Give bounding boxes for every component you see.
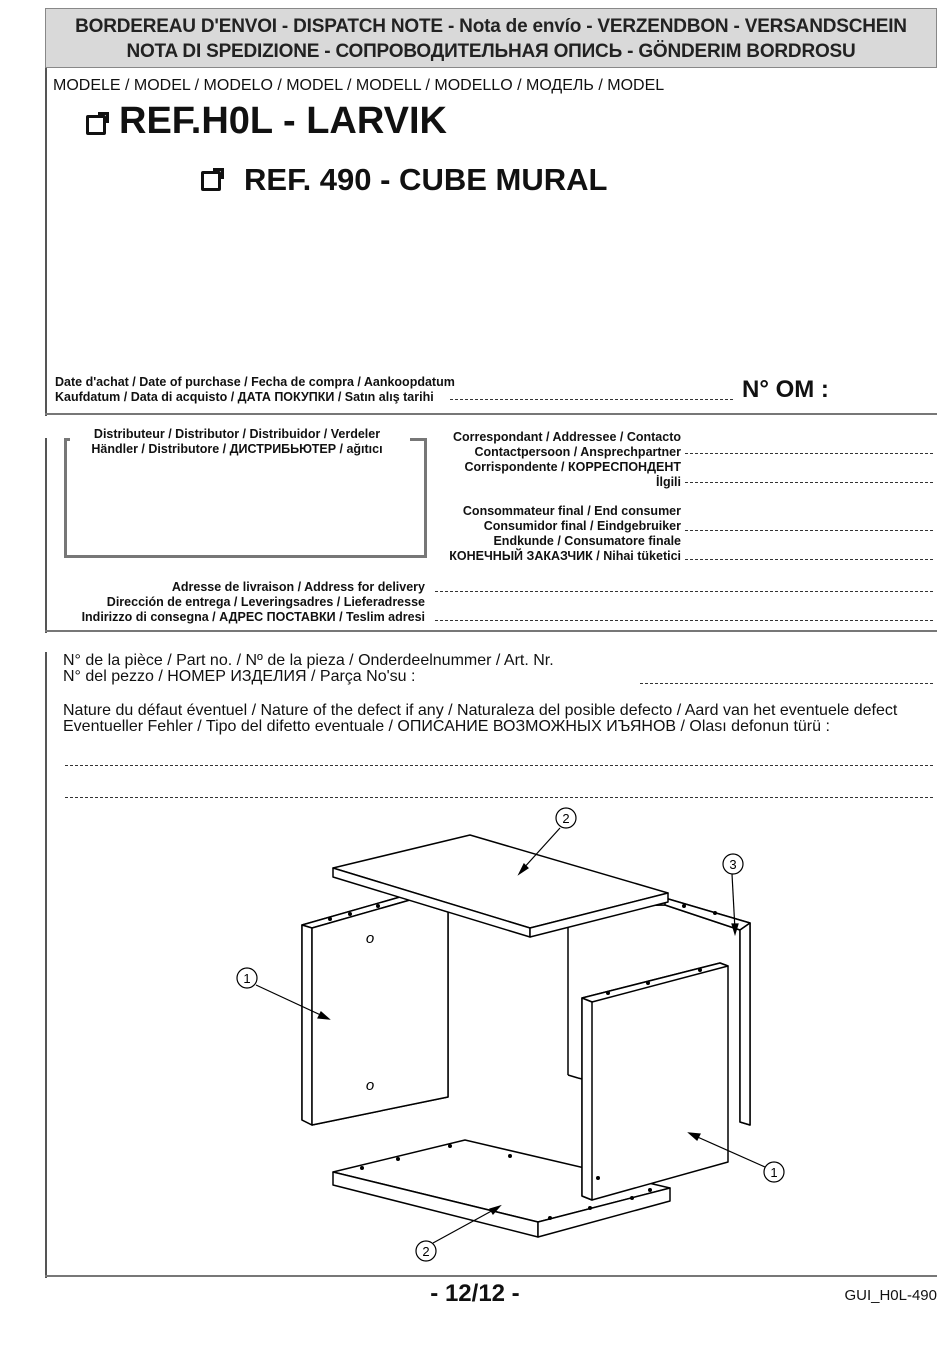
contact-label-line4: İlgili	[656, 475, 681, 489]
consumer-label-line2: Consumidor final / Eindgebruiker	[483, 519, 681, 533]
contact-label-line1: Correspondant / Addressee / Contacto	[452, 430, 681, 444]
defect-label-line2: Eventueller Fehler / Tipo del difetto eventuale / ОПИСАНИЕ ВОЗМОЖНЫХ ИЪЯНОВ / Olası defonun türü :	[63, 718, 830, 735]
header-title-line2: NOTA DI SPEDIZIONE - СОПРОВОДИТЕЛЬНАЯ ОПИСЬ - GÖNDERIM BORDROSU	[126, 41, 856, 62]
model-ref1: REF.H0L - LARVIK	[119, 100, 447, 142]
defect-label-line1: Nature du défaut éventuel / Nature of the defect if any / Naturaleza del posible defecto / Aard van het eventuele defect	[63, 702, 898, 719]
contact-label-line2: Contactpersoon / Ansprechpartner	[474, 445, 681, 459]
om-label: N° OM :	[742, 376, 829, 403]
callout-label-2-bottom: 2	[422, 1244, 430, 1259]
right-side-panel	[578, 963, 728, 1200]
header-title-line1: BORDEREAU D'ENVOI - DISPATCH NOTE - Nota de envío - VERZENDBON - VERSANDSCHEIN	[75, 16, 907, 37]
page-number: - 12/12 -	[430, 1280, 520, 1307]
purchase-label-line1: Date d'achat / Date of purchase / Fecha de compra / Aankoopdatum	[55, 375, 455, 389]
consumer-label-line3: Endkunde / Consumatore finale	[493, 534, 681, 548]
part-label-line1: N° de la pièce / Part no. / Nº de la pieza / Onderdeelnummer / Art. Nr.	[63, 652, 554, 669]
document-code: GUI_H0L-490	[844, 1287, 937, 1304]
delivery-label-line1: Adresse de livraison / Address for delivery	[171, 580, 425, 594]
callout-label-3: 3	[729, 857, 737, 872]
part-label-line2: N° del pezzo / НОМЕР ИЗДЕЛИЯ / Parça No'su :	[63, 668, 416, 685]
callout-label-1-left: 1	[243, 971, 251, 986]
delivery-label-line2: Dirección de entrega / Leveringsadres / Lieferadresse	[106, 595, 425, 609]
hole-mark-lower: o	[365, 1077, 375, 1094]
consumer-label-line1: Consommateur final / End consumer	[462, 504, 681, 518]
left-side-panel	[302, 897, 448, 1125]
callout-label-1-right: 1	[770, 1165, 778, 1180]
distributor-label-line2: Händler / Distributore / ДИСТРИБЬЮТЕР / ağıtıcı	[91, 442, 383, 456]
purchase-label-line2: Kaufdatum / Data di acquisto / ДАТА ПОКУПКИ / Satın alış tarihi	[55, 390, 434, 404]
callout-label-2-top: 2	[562, 811, 570, 826]
distributor-label-line1: Distributeur / Distributor / Distribuidor / Verdeler	[70, 427, 404, 442]
consumer-label-line4: КОНЕЧНЫЙ ЗАКАЗЧИК / Nihai tüketici	[449, 549, 681, 563]
model-ref2: REF. 490 - CUBE MURAL	[244, 162, 608, 197]
model-label: MODELE / MODEL / MODELO / MODEL / MODELL / MODELLO / МОДЕЛЬ / MODEL	[53, 77, 665, 94]
delivery-label-line3: Indirizzo di consegna / АДРЕС ПОСТАВКИ / Teslim adresi	[81, 610, 425, 624]
hole-mark-upper: o	[365, 930, 375, 947]
contact-label-line3: Corrispondente / КОРРЕСПОНДЕНТ	[464, 460, 681, 474]
